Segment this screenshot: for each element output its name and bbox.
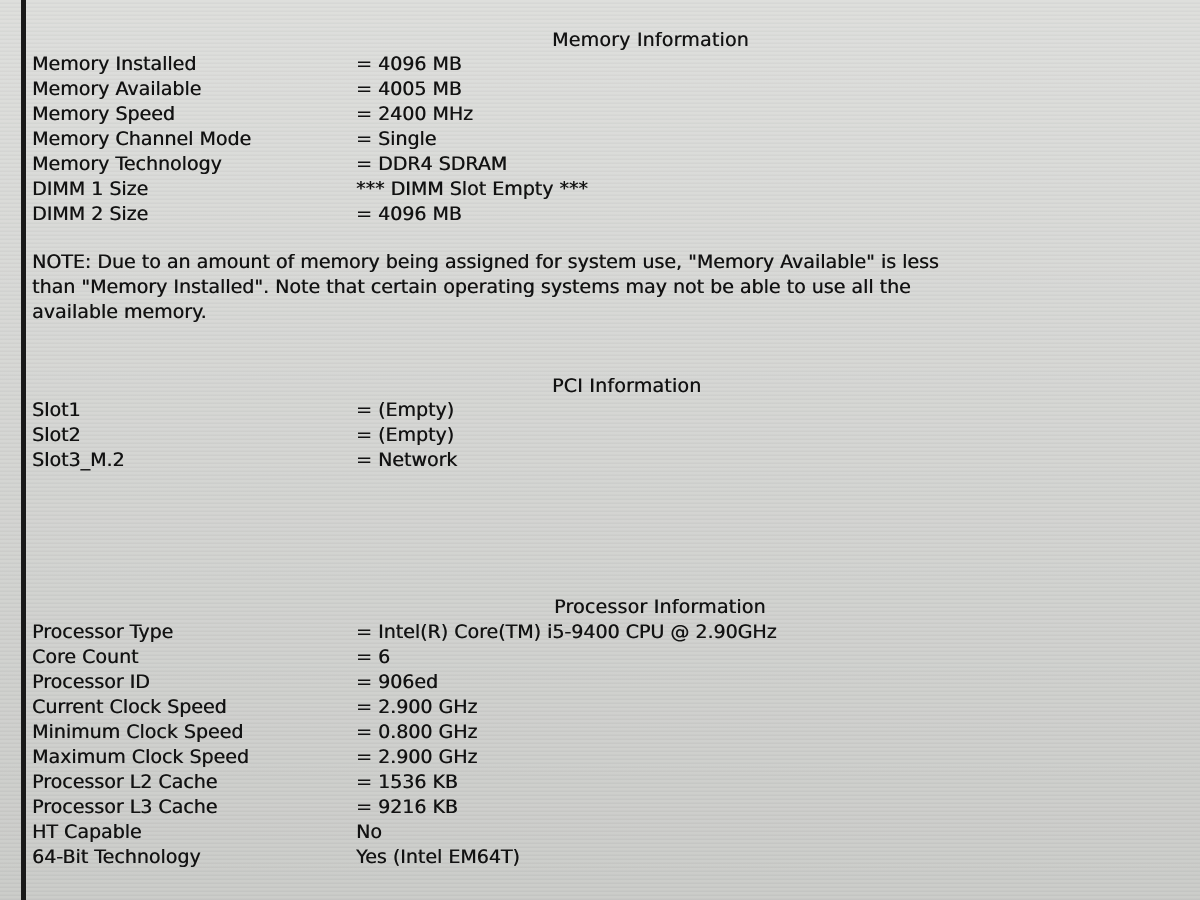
sixty-four-bit-technology-value: Yes (Intel EM64T) <box>356 846 520 868</box>
core-count-row <box>32 645 1162 670</box>
dimm-1-size-value: *** DIMM Slot Empty *** <box>356 178 588 200</box>
ht-capable-label: HT Capable <box>32 821 142 843</box>
memory-technology-label: Memory Technology <box>32 153 222 175</box>
slot2-label: Slot2 <box>32 424 81 446</box>
processor-l3-cache-row <box>32 795 1162 820</box>
slot1-row <box>32 398 1162 423</box>
processor-l3-cache-label: Processor L3 Cache <box>32 796 218 818</box>
memory-technology-row <box>32 152 1162 177</box>
memory-installed-row <box>32 52 1162 77</box>
slot2-value: = (Empty) <box>356 424 455 446</box>
slot3-m2-value: = Network <box>356 449 458 471</box>
current-clock-speed-value: = 2.900 GHz <box>356 696 478 718</box>
memory-channel-mode-label: Memory Channel Mode <box>32 128 252 150</box>
processor-type-value: = Intel(R) Core(TM) i5-9400 CPU @ 2.90GHz <box>356 621 777 643</box>
ht-capable-value: No <box>356 821 382 843</box>
current-clock-speed-label: Current Clock Speed <box>32 696 227 718</box>
memory-installed-label: Memory Installed <box>32 53 197 75</box>
memory-speed-label: Memory Speed <box>32 103 175 125</box>
memory-speed-row <box>32 102 1162 127</box>
memory-note: NOTE: Due to an amount of memory being assigned for system use, "Memory Available" is less than "Memory Installed". Note that certain operating systems may not be able to use all the available memory. <box>32 251 939 323</box>
minimum-clock-speed-label: Minimum Clock Speed <box>32 721 244 743</box>
processor-l2-cache-label: Processor L2 Cache <box>32 771 218 793</box>
memory-available-value: = 4005 MB <box>356 78 462 100</box>
dimm-2-size-label: DIMM 2 Size <box>32 203 149 225</box>
maximum-clock-speed-value: = 2.900 GHz <box>356 746 478 768</box>
dimm-1-size-row <box>32 177 1162 202</box>
processor-l3-cache-value: = 9216 KB <box>356 796 458 818</box>
dimm-1-size-label: DIMM 1 Size <box>32 178 149 200</box>
left-border-line <box>21 0 26 900</box>
core-count-label: Core Count <box>32 646 139 668</box>
slot3-m2-label: Slot3_M.2 <box>32 449 125 471</box>
dimm-2-size-value: = 4096 MB <box>356 203 462 225</box>
sixty-four-bit-technology-row <box>32 845 1162 870</box>
processor-id-row <box>32 670 1162 695</box>
processor-l2-cache-value: = 1536 KB <box>356 771 458 793</box>
maximum-clock-speed-label: Maximum Clock Speed <box>32 746 249 768</box>
memory-information-title: Memory Information <box>552 29 749 51</box>
current-clock-speed-row <box>32 695 1162 720</box>
memory-technology-value: = DDR4 SDRAM <box>356 153 508 175</box>
processor-l2-cache-row <box>32 770 1162 795</box>
minimum-clock-speed-value: = 0.800 GHz <box>356 721 478 743</box>
memory-speed-value: = 2400 MHz <box>356 103 474 125</box>
processor-type-label: Processor Type <box>32 621 174 643</box>
processor-type-row <box>32 620 1162 645</box>
memory-channel-mode-row <box>32 127 1162 152</box>
processor-id-label: Processor ID <box>32 671 150 693</box>
slot1-label: Slot1 <box>32 399 81 421</box>
memory-available-label: Memory Available <box>32 78 202 100</box>
memory-available-row <box>32 77 1162 102</box>
dimm-2-size-row <box>32 202 1162 227</box>
core-count-value: = 6 <box>356 646 391 668</box>
slot3-m2-row <box>32 448 1162 473</box>
memory-installed-value: = 4096 MB <box>356 53 462 75</box>
maximum-clock-speed-row <box>32 745 1162 770</box>
processor-information-title: Processor Information <box>554 596 766 618</box>
slot1-value: = (Empty) <box>356 399 455 421</box>
sixty-four-bit-technology-label: 64-Bit Technology <box>32 846 201 868</box>
memory-channel-mode-value: = Single <box>356 128 437 150</box>
minimum-clock-speed-row <box>32 720 1162 745</box>
pci-information-title: PCI Information <box>552 375 702 397</box>
processor-id-value: = 906ed <box>356 671 438 693</box>
ht-capable-row <box>32 820 1162 845</box>
slot2-row <box>32 423 1162 448</box>
